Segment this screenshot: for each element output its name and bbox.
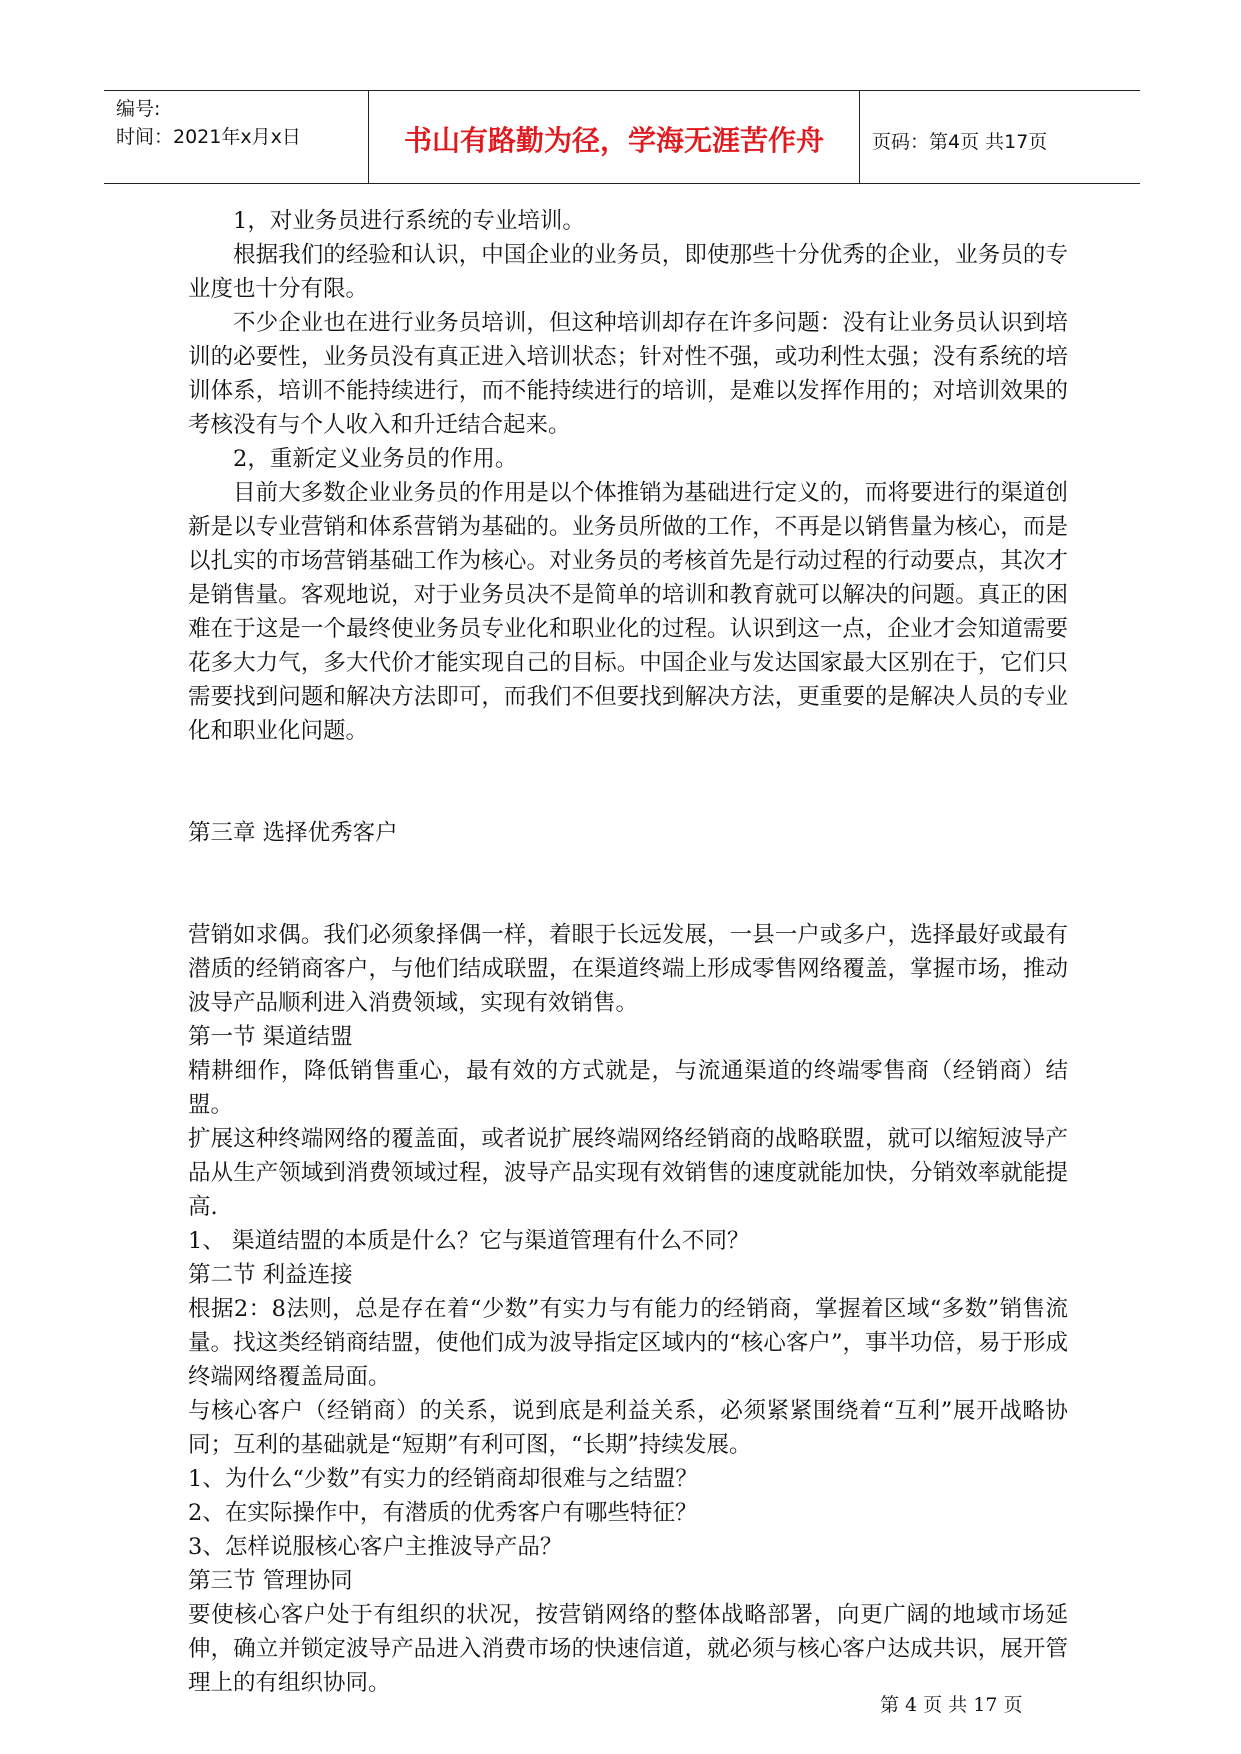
paragraph: 根据我们的经验和认识，中国企业的业务员，即使那些十分优秀的企业，业务员的专业度也十分有限。	[188, 242, 1068, 302]
section-heading: 第二节 利益连接	[188, 1262, 353, 1288]
paragraph: 不少企业也在进行业务员培训，但这种培训却存在许多问题：没有让业务员认识到培训的必要性，业务员没有真正进入培训状态；针对性不强，或功利性太强；没有系统的培训体系，培训不能持续进行，而不能持续进行的培训，是难以发挥作用的；对培训效果的考核没有与个人收入和升迁结合起来。	[188, 310, 1068, 438]
header-info-cell	[104, 91, 369, 183]
document-body	[188, 204, 1068, 1700]
paragraph: 根据2：8法则，总是存在着“少数”有实力与有能力的经销商，掌握着区域“多数”销售流量。找这类经销商结盟，使他们成为波导指定区域内的“核心客户”，事半功倍，易于形成终端网络覆盖局面。	[188, 1296, 1068, 1390]
paragraph: 目前大多数企业业务员的作用是以个体推销为基础进行定义的，而将要进行的渠道创新是以专业营销和体系营销为基础的。业务员所做的工作，不再是以销售量为核心，而是以扎实的市场营销基础工作为核心。对业务员的考核首先是行动过程的行动要点，其次才是销售量。客观地说，对于业务员决不是简单的培训和教育就可以解决的问题。真正的困难在于这是一个最终使业务员专业化和职业化的过程。认识到这一点，企业才会知道需要花多大力气，多大代价才能实现自己的目标。中国企业与发达国家最大区别在于，它们只需要找到问题和解决方法即可，而我们不但要找到解决方法，更重要的是解决人员的专业化和职业化问题。	[188, 480, 1068, 744]
header-page-cell	[860, 91, 1140, 183]
paragraph: 1，对业务员进行系统的专业培训。	[233, 208, 585, 234]
paragraph: 要使核心客户处于有组织的状况，按营销网络的整体战略部署，向更广阔的地域市场延伸，确立并锁定波导产品进入消费市场的快速信道，就必须与核心客户达成共识，展开管理上的有组织协同。	[188, 1602, 1068, 1696]
question-item: 3、怎样说服核心客户主推波导产品？	[188, 1534, 563, 1560]
question-item: 1、 渠道结盟的本质是什么？它与渠道管理有什么不同？	[188, 1228, 750, 1254]
time-label: 时间：2021年x月x日	[116, 126, 301, 148]
page-header	[104, 90, 1140, 184]
paragraph: 精耕细作，降低销售重心，最有效的方式就是，与流通渠道的终端零售商（经销商）结盟。	[188, 1058, 1068, 1118]
chapter-heading: 第三章 选择优秀客户	[188, 820, 398, 846]
paragraph: 营销如求偶。我们必须象择偶一样，着眼于长远发展，一县一户或多户，选择最好或最有潜质的经销商客户，与他们结成联盟，在渠道终端上形成零售网络覆盖，掌握市场，推动波导产品顺利进入消费领域，实现有效销售。	[188, 922, 1068, 1016]
section-heading: 第一节 渠道结盟	[188, 1024, 353, 1050]
section-heading: 第三节 管理协同	[188, 1568, 353, 1594]
question-item: 1、为什么“少数”有实力的经销商却很难与之结盟？	[188, 1466, 698, 1492]
page-label: 页码：第4页 共17页	[872, 131, 1048, 153]
paragraph: 2，重新定义业务员的作用。	[233, 446, 518, 472]
question-item: 2、在实际操作中，有潜质的优秀客户有哪些特征？	[188, 1500, 698, 1526]
number-label: 编号:	[116, 98, 161, 120]
paragraph: 与核心客户（经销商）的关系，说到底是利益关系，必须紧紧围绕着“互利”展开战略协同；互利的基础就是“短期”有利可图，“长期”持续发展。	[188, 1398, 1068, 1458]
motto: 书山有路勤为径，学海无涯苦作舟	[403, 124, 824, 157]
paragraph: 扩展这种终端网络的覆盖面，或者说扩展终端网络经销商的战略联盟，就可以缩短波导产品从生产领域到消费领域过程，波导产品实现有效销售的速度就能加快，分销效率就能提高.	[188, 1126, 1068, 1220]
header-motto-cell	[369, 91, 860, 183]
page-footer: 第 4 页 共 17 页	[880, 1694, 1023, 1716]
